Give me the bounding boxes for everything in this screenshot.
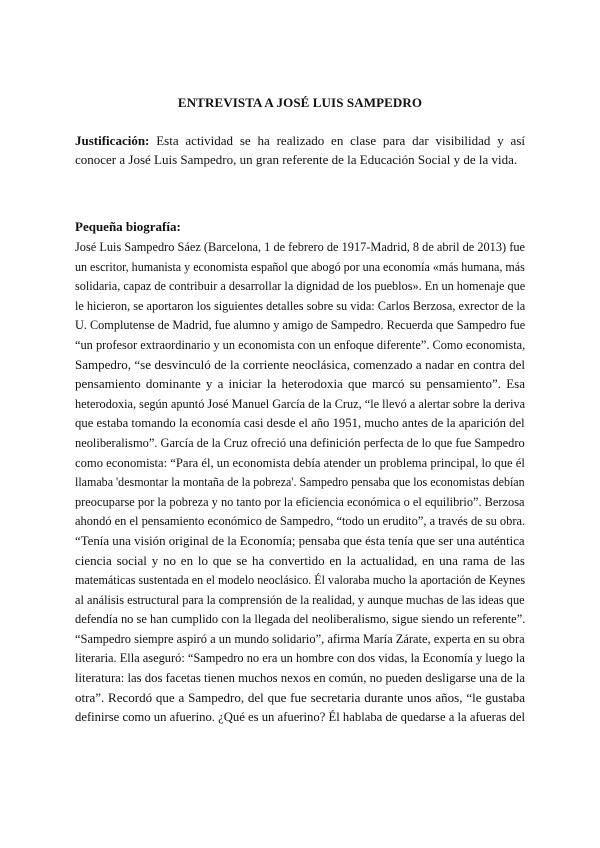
bio-line: literaria. Ella aseguró: “Sampedro no era un hombre con dos vidas, la Economía y luego la (75, 650, 525, 666)
bio-line: solidaria, capaz de contribuir a desarrollar la dignidad de los pueblos». En un homenaje que (75, 278, 526, 294)
bio-line: “Tenía una visión original de la Economía; pensaba que ésta tenía que ser una auténtica (75, 532, 525, 548)
bio-line: definirse como un afuerino. ¿Qué es un afuerino? Él hablaba de quedarse a la afueras del (75, 709, 526, 725)
bio-line: José Luis Sampedro Sáez (Barcelona, 1 de febrero de 1917-Madrid, 8 de abril de 2013) fue (75, 239, 525, 254)
bio-line: le hicieron, se aportaron los siguientes detalles sobre su vida: Carlos Berzosa, exrector de la (75, 297, 526, 313)
bio-line: preocuparse por la pobreza y no tanto por la eficiencia económica o el equilibrio”. Berzosa (75, 493, 525, 509)
justification-paragraph (75, 131, 525, 169)
bio-line: “Sampedro siempre aspiró a un mundo solidario”, afirma María Zárate, experta en su obra (75, 630, 525, 646)
bio-line: U. Complutense de Madrid, fue alumno y amigo de Sampedro. Recuerda que Sampedro fue (75, 317, 526, 333)
bio-line: pensamiento dominante y a iniciar la heterodoxia que marcó su pensamiento”. Esa (75, 376, 525, 392)
bio-line: llamaba 'desmontar la montaña de la pobreza'. Sampedro pensaba que los economistas debían (75, 474, 525, 490)
document-title: ENTREVISTA A JOSÉ LUIS SAMPEDRO (177, 95, 423, 110)
bio-line: un escritor, humanista y economista español que abogó por una economía «más humana, más (75, 258, 525, 274)
justification-label: Justificación: (75, 133, 150, 148)
biography-heading: Pequeña biografía: (75, 219, 181, 234)
biography-paragraph (75, 237, 525, 727)
justification-text: Esta actividad se ha realizado en clase para dar visibilidad y así conocer a José Luis Sampedro, un gran referente de la Educación Social y de la vida. (75, 133, 525, 167)
bio-line: heterodoxia, según apuntó José Manuel García de la Cruz, “le llevó a alertar sobre la deriva (75, 395, 526, 411)
bio-line: literatura: las dos facetas tienen muchos nexos en común, no pueden desligarse una de la (75, 670, 525, 686)
bio-line: ciencia social y no en lo que se ha convertido en la actualidad, en una rama de las (75, 552, 525, 568)
bio-line: defendía no se han cumplido con la llegada del neoliberalismo, sigue siendo un referente”. (75, 611, 526, 627)
bio-line: “un profesor extraordinario y un economista con un enfoque diferente”. Como economista, (75, 336, 526, 352)
bio-line: Sampedro, “se desvinculó de la corriente neoclásica, comenzado a nadar en contra del (75, 356, 525, 372)
bio-line: ahondó en el pensamiento económico de Sampedro, “todo un erudito”, a través de su obra. (75, 513, 526, 529)
bio-line: al análisis estructural para la comprensión de la realidad, y aunque muchas de las ideas que (75, 591, 525, 607)
bio-line: otra”. Recordó que a Sampedro, del que fue secretaria durante unos años, “le gustaba (75, 689, 525, 705)
bio-line: como economista: “Para él, un economista debía atender un problema principal, lo que él (75, 454, 525, 470)
bio-line: matemáticas sustentada en el modelo neoclásico. Él valoraba mucho la aportación de Keynes (75, 572, 526, 588)
bio-line: que estaba tomando la economía casi desde el año 1951, mucho antes de la aparición del (75, 415, 525, 431)
bio-line: neoliberalismo”. García de la Cruz ofreció una definición perfecta de lo que fue Sampedro (75, 434, 525, 450)
